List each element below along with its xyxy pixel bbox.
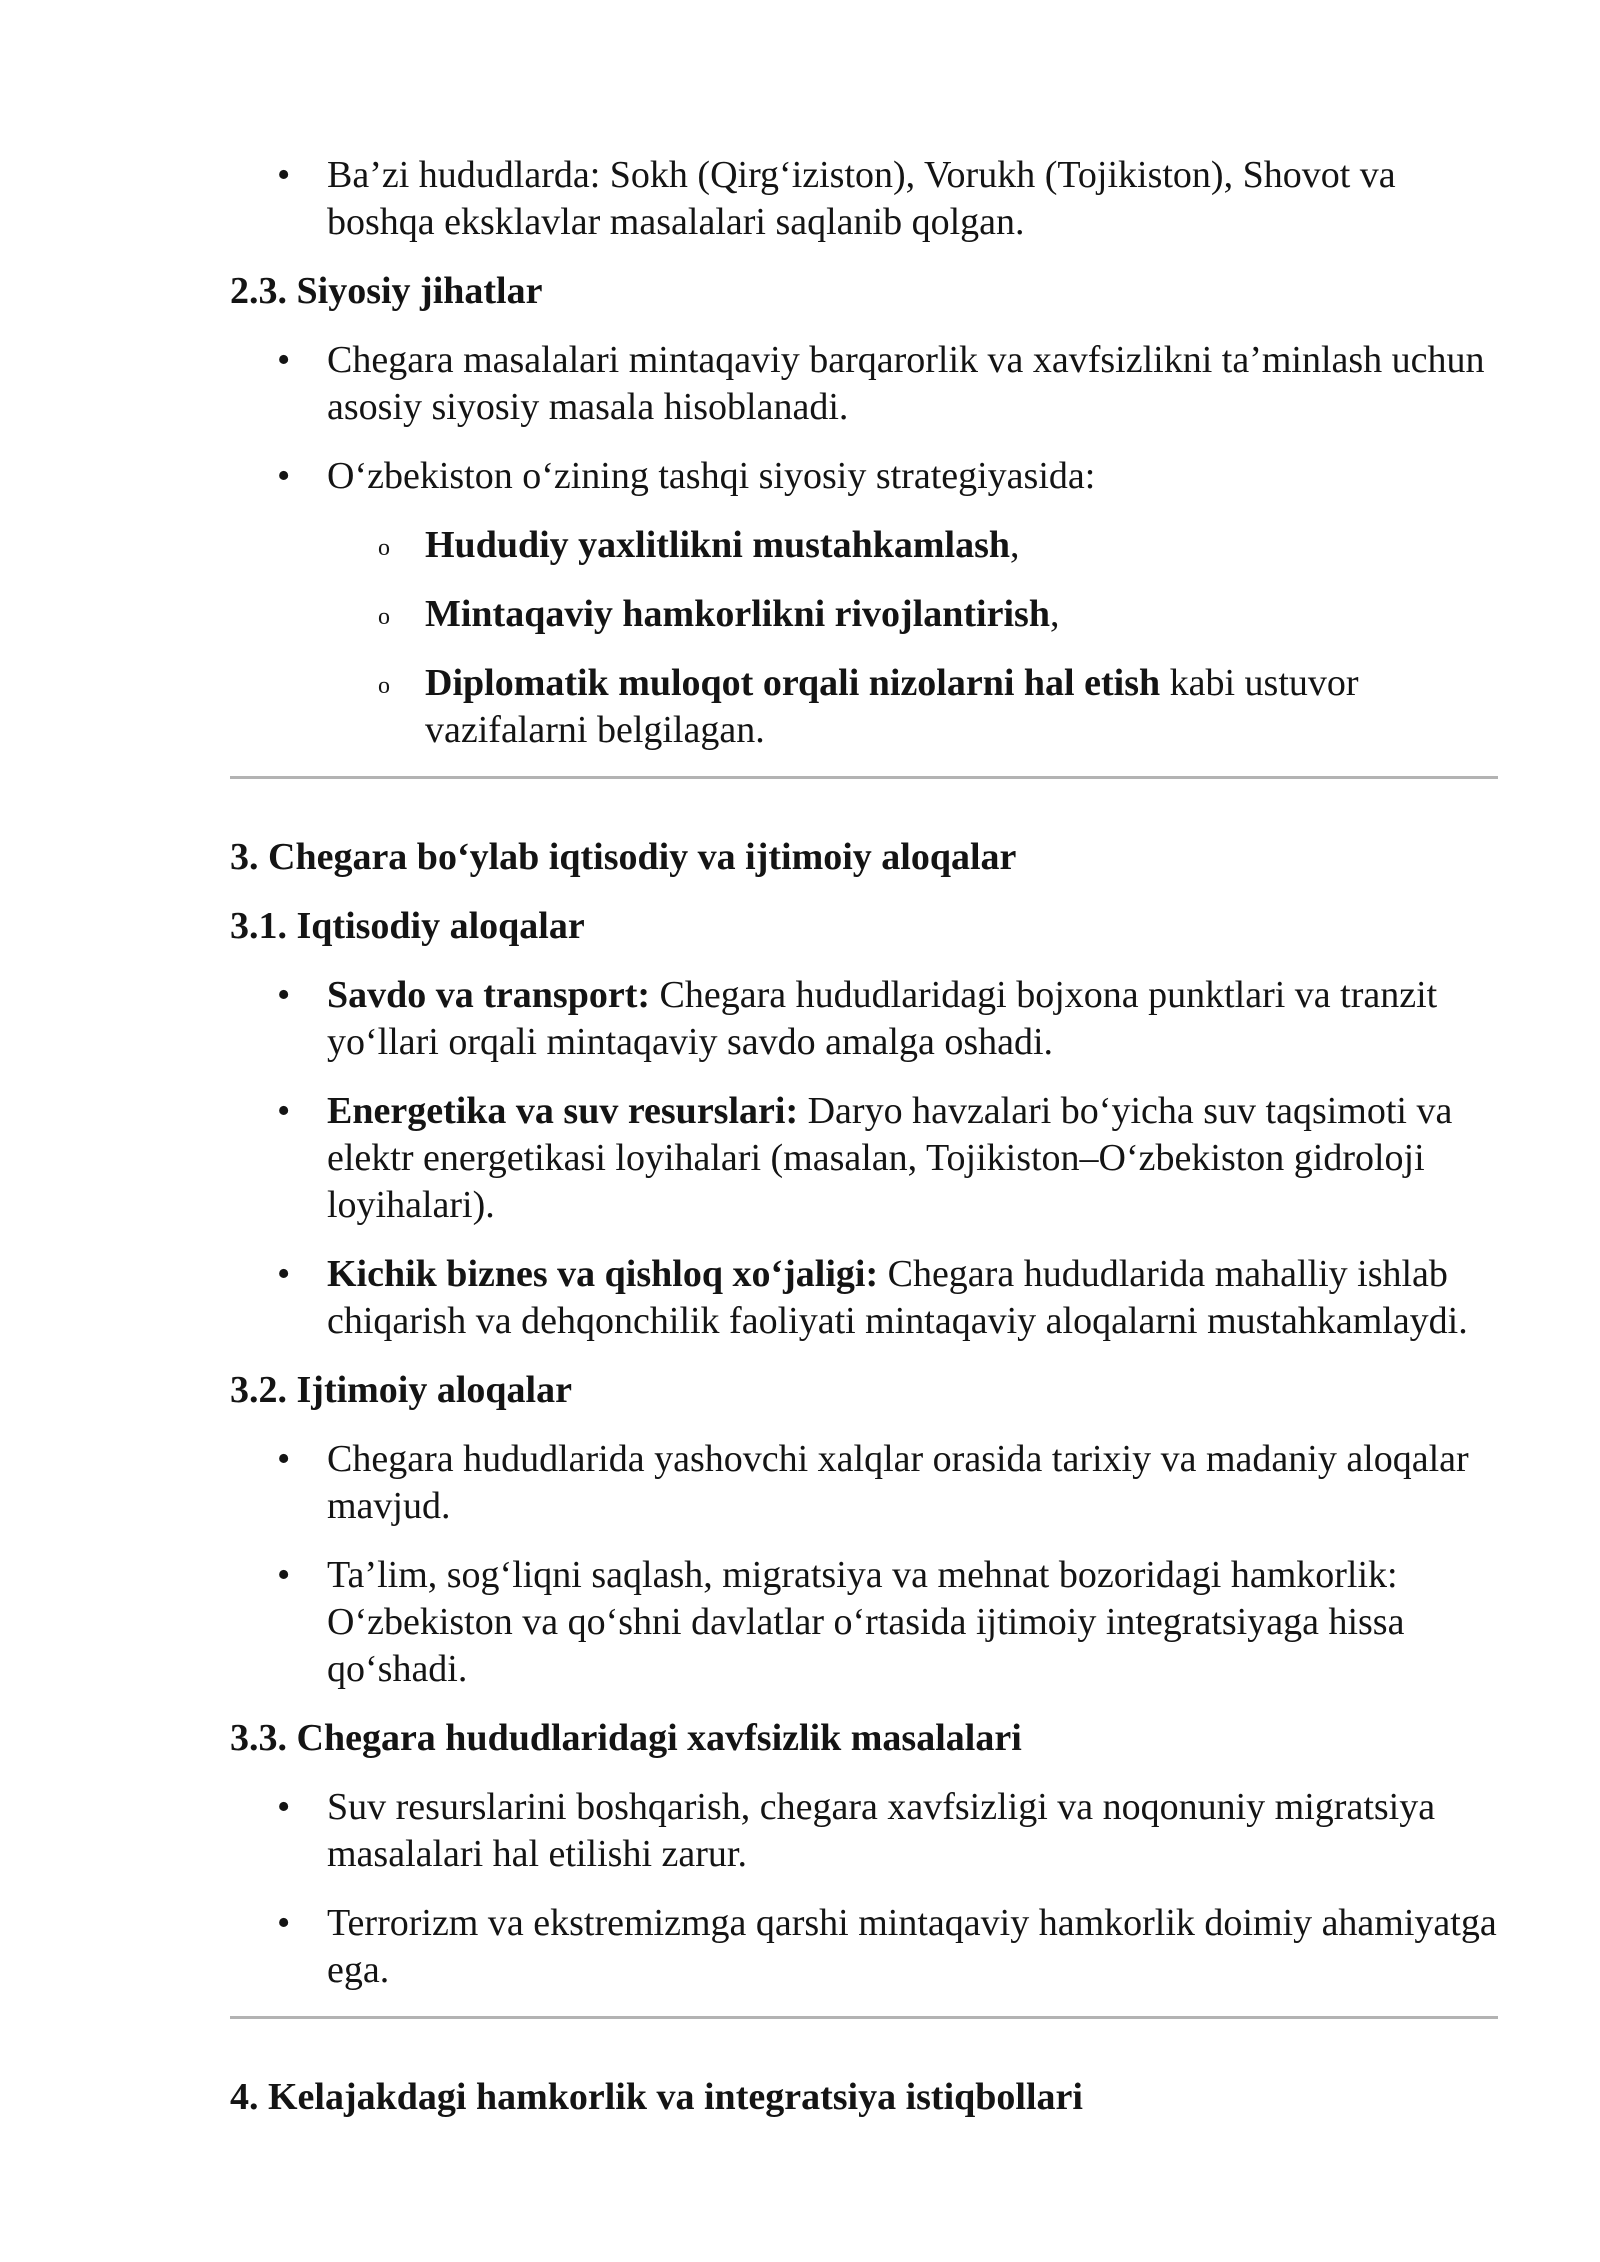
list-item: [230, 972, 1510, 1066]
item-text: Chegara hududlarida yashovchi xalqlar orasida tarixiy va madaniy aloqalar mavjud.: [327, 1438, 1469, 1527]
bullet-list: [230, 1784, 1510, 1994]
item-text: Terrorizm va ekstremizmga qarshi mintaqaviy hamkorlik doimiy ahamiyatga ega.: [327, 1902, 1497, 1991]
list-item: [230, 152, 1510, 246]
item-bold-text: Energetika va suv resurslari:: [327, 1090, 799, 1132]
bullet-icon: •: [277, 974, 291, 1016]
item-text: Ta’lim, sog‘liqni saqlash, migratsiya va mehnat bozoridagi hamkorlik: O‘zbekiston va qo‘shni davlatlar o‘rtasida ijtimoiy integratsiyaga hissa qo‘shadi.: [327, 1554, 1405, 1690]
bullet-icon: •: [277, 339, 291, 381]
sub-bullet-icon: o: [378, 604, 390, 630]
item-text: Chegara hududlaridagi bojxona punktlari va tranzit yo‘llari orqali mintaqaviy savdo amalga oshadi.: [327, 974, 1438, 1063]
item-bold-text: Diplomatik muloqot orqali nizolarni hal etish: [425, 662, 1161, 704]
list-item: [230, 1552, 1510, 1693]
bullet-list: [230, 972, 1510, 1345]
bullet-list: [230, 337, 1510, 754]
subsection-heading: 3.3. Chegara hududlaridagi xavfsizlik masalalari: [230, 1717, 1022, 1759]
list-item: [230, 1436, 1510, 1530]
list-item: [230, 453, 1510, 754]
section-heading: 3. Chegara bo‘ylab iqtisodiy va ijtimoiy aloqalar: [230, 836, 1017, 878]
bullet-icon: •: [277, 455, 291, 497]
item-bold-text: Savdo va transport:: [327, 974, 651, 1016]
item-bold-text: Kichik biznes va qishloq xo‘jaligi:: [327, 1253, 879, 1295]
sub-bullet-icon: o: [378, 535, 390, 561]
item-text: O‘zbekiston o‘zining tashqi siyosiy strategiyasida:: [327, 455, 1096, 497]
bullet-icon: •: [277, 1090, 291, 1132]
subsection-heading: 3.2. Ijtimoiy aloqalar: [230, 1369, 572, 1411]
item-text: kabi ustuvor vazifalarni belgilagan.: [425, 662, 1359, 751]
list-item: [230, 337, 1510, 431]
bullet-list: [230, 152, 1510, 246]
item-text: ,: [1010, 524, 1020, 566]
item-bold-text: Mintaqaviy hamkorlikni rivojlantirish: [425, 593, 1050, 635]
item-text: Ba’zi hududlarda: Sokh (Qirg‘iziston), Vorukh (Tojikiston), Shovot va boshqa eksklavlar masalalari saqlanib qolgan.: [327, 154, 1396, 243]
bullet-icon: •: [277, 1902, 291, 1944]
bullet-icon: •: [277, 1554, 291, 1596]
list-item: [230, 1251, 1510, 1345]
item-text: Chegara hududlarida mahalliy ishlab chiqarish va dehqonchilik faoliyati mintaqaviy aloqalarni mustahkamlaydi.: [327, 1253, 1468, 1342]
bullet-icon: •: [277, 1253, 291, 1295]
bullet-icon: •: [277, 1438, 291, 1480]
list-item: [230, 1088, 1510, 1229]
item-text: ,: [1049, 593, 1060, 635]
section-divider: [230, 2016, 1498, 2019]
list-item: [230, 1784, 1510, 1878]
sub-list-item: [327, 522, 1510, 569]
sub-list-item: [327, 591, 1510, 638]
section-divider: [230, 776, 1498, 779]
item-text: Daryo havzalari bo‘yicha suv taqsimoti va elektr energetikasi loyihalari (masalan, Tojikiston–O‘zbekiston gidroloji loyihalari).: [327, 1090, 1453, 1226]
section-heading: 2.3. Siyosiy jihatlar: [230, 270, 543, 312]
item-bold-text: Hududiy yaxlitlikni mustahkamlash: [425, 524, 1010, 566]
sub-bullet-list: [327, 522, 1510, 754]
section-heading: 4. Kelajakdagi hamkorlik va integratsiya istiqbollari: [230, 2076, 1083, 2118]
subsection-heading: 3.1. Iqtisodiy aloqalar: [230, 905, 585, 947]
bullet-icon: •: [277, 154, 291, 196]
item-text: Suv resurslarini boshqarish, chegara xavfsizligi va noqonuniy migratsiya masalalari hal etilishi zarur.: [327, 1786, 1436, 1875]
list-item: [230, 1900, 1510, 1994]
sub-bullet-icon: o: [378, 673, 390, 699]
sub-list-item: [327, 660, 1510, 754]
bullet-list: [230, 1436, 1510, 1693]
document-content: [230, 152, 1510, 2143]
bullet-icon: •: [277, 1786, 291, 1828]
item-text: Chegara masalalari mintaqaviy barqarorlik va xavfsizlikni ta’minlash uchun asosiy siyosiy masala hisoblanadi.: [327, 339, 1485, 428]
